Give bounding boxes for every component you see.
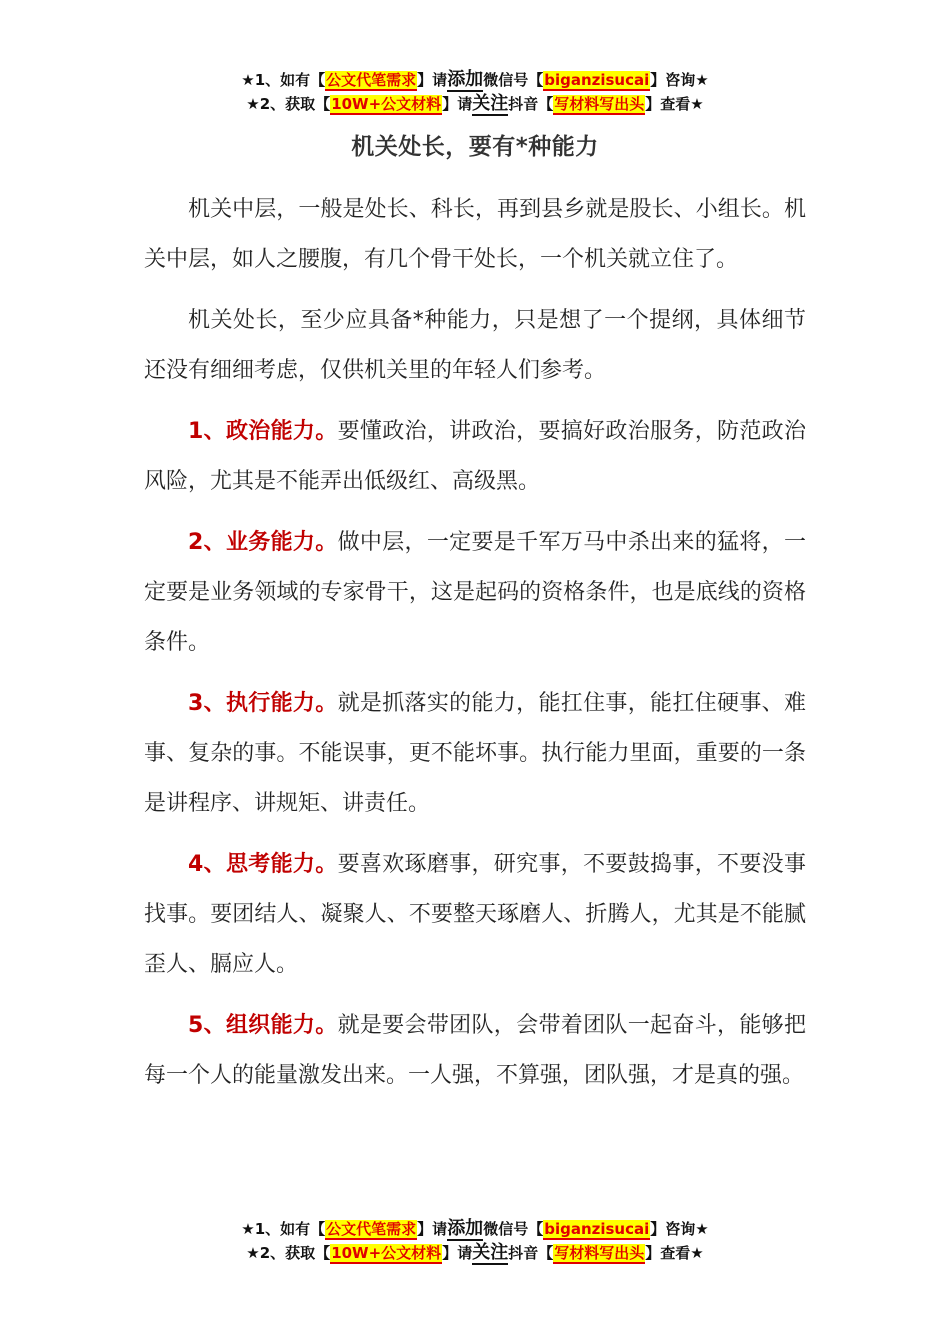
- paragraph-execution: 3、执行能力。就是抓落实的能力，能扛住事，能扛住硬事、难事、复杂的事。不能误事，更不能坏事。执行能力里面，重要的一条是讲程序、讲规矩、讲责任。: [144, 691, 806, 816]
- bottom-banner: [0, 1217, 950, 1265]
- banner-line-1: ★1、如有【公文代笔需求】请添加微信号【biganzisucai】咨询★: [241, 1218, 709, 1239]
- banner-line-1: ★1、如有【公文代笔需求】请添加微信号【biganzisucai】咨询★: [241, 69, 709, 90]
- paragraph-political: 1、政治能力。要懂政治，讲政治，要搞好政治服务，防范政治风险，尤其是不能弄出低级红、高级黑。: [144, 419, 806, 494]
- paragraph-organization: 5、组织能力。就是要会带团队，会带着团队一起奋斗，能够把每一个人的能量激发出来。一人强，不算强，团队强，才是真的强。: [144, 1013, 806, 1088]
- highlight-douyin: 写材料写出头: [554, 95, 645, 113]
- paragraph-business: 2、业务能力。做中层，一定要是千军万马中杀出来的猛将，一定要是业务领域的专家骨干，这是起码的资格条件，也是底线的资格条件。: [144, 530, 806, 655]
- highlight-service: 公文代笔需求: [326, 1220, 417, 1238]
- highlight-wechat-id: biganzisucai: [544, 71, 650, 89]
- article-body: [144, 185, 806, 1112]
- top-banner: [0, 68, 950, 116]
- highlight-materials: 10W+公文材料: [331, 95, 442, 113]
- paragraph-intro-1: 机关中层，一般是处长、科长，再到县乡就是股长、小组长。机关中层，如人之腰腹，有几个骨干处长，一个机关就立住了。: [144, 197, 806, 272]
- paragraph-intro-2: 机关处长，至少应具备*种能力，只是想了一个提纲，具体细节还没有细细考虑，仅供机关里的年轻人们参考。: [144, 308, 806, 383]
- banner-line-2: ★2、获取【10W+公文材料】请关注抖音【写材料写出头】查看★: [246, 1242, 704, 1263]
- highlight-wechat-id: biganzisucai: [544, 1220, 650, 1238]
- highlight-materials: 10W+公文材料: [331, 1244, 442, 1262]
- highlight-douyin: 写材料写出头: [554, 1244, 645, 1262]
- highlight-service: 公文代笔需求: [326, 71, 417, 89]
- paragraph-thinking: 4、思考能力。要喜欢琢磨事，研究事，不要鼓捣事，不要没事找事。要团结人、凝聚人、不要整天琢磨人、折腾人，尤其是不能腻歪人、膈应人。: [144, 852, 806, 977]
- banner-line-2: ★2、获取【10W+公文材料】请关注抖音【写材料写出头】查看★: [246, 93, 704, 114]
- page-title: 机关处长，要有*种能力: [351, 134, 599, 160]
